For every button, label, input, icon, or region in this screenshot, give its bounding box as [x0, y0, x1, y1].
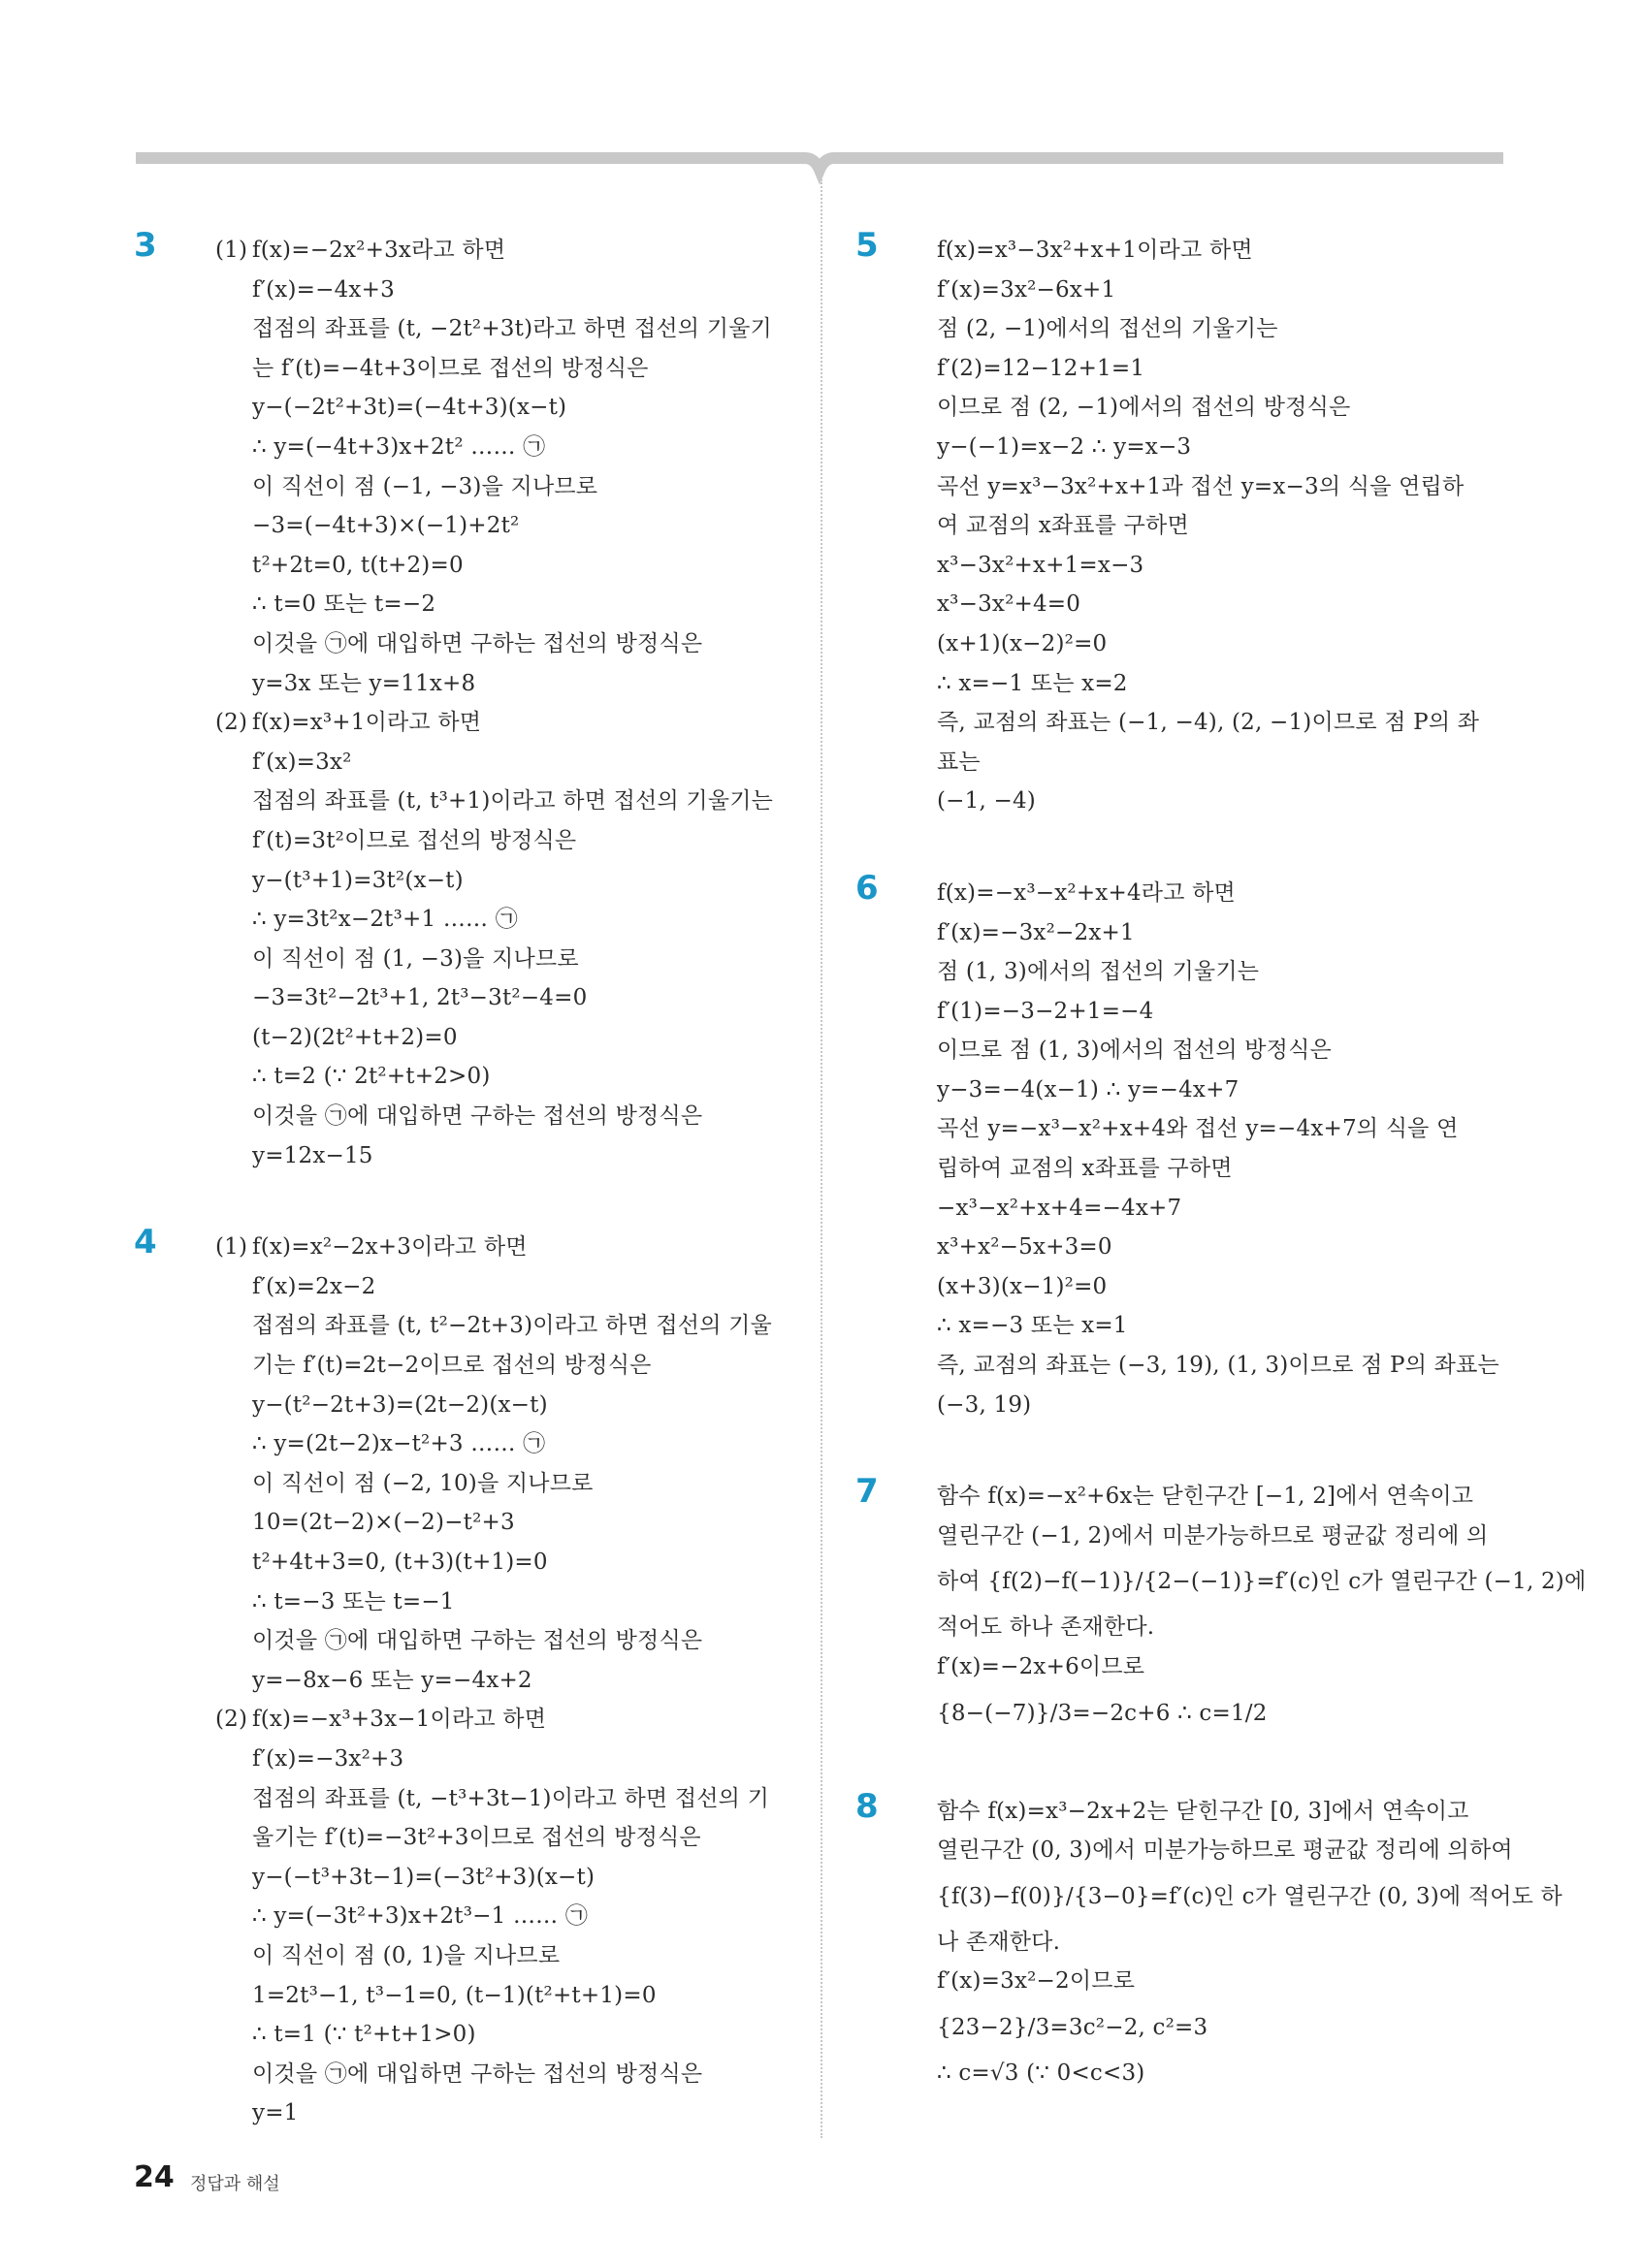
line-text: f′(x)=3x²: [252, 749, 352, 775]
solution-line: [937, 1477, 1496, 1517]
solution-line: [937, 1386, 1496, 1425]
solution-line: [215, 1818, 774, 1858]
line-text: ∴ y=(−3t²+3)x+2t³−1 …… ㉠: [252, 1903, 589, 1930]
line-text: 이 직선이 점 (1, −3)을 지나므로: [252, 945, 579, 972]
solution-line: [937, 1031, 1496, 1070]
problem-number: 4: [134, 1223, 157, 1262]
solution-line: [215, 1779, 774, 1819]
line-text: y=−8x−6 또는 y=−4x+2: [252, 1667, 532, 1693]
problem-number: 8: [855, 1786, 879, 1826]
line-text: ∴ t=0 또는 t=−2: [252, 591, 436, 618]
solution-line: [937, 546, 1496, 586]
solution-line: [215, 309, 774, 349]
solution-line: [215, 349, 774, 389]
solution-line: [215, 978, 774, 1018]
line-text: 표는: [937, 749, 981, 775]
line-text: 이것을 ㉠에 대입하면 구하는 접선의 방정식은: [252, 630, 703, 656]
solution-line: [937, 1189, 1496, 1229]
part-number: (2): [215, 1707, 248, 1733]
line-text: ∴ y=(−4t+3)x+2t² …… ㉠: [252, 433, 546, 460]
solution-line: [215, 861, 774, 901]
line-text: 나 존재한다.: [937, 1929, 1061, 1955]
solution-line: [937, 1923, 1496, 1963]
line-text: y−(−1)=x−2 ∴ y=x−3: [937, 433, 1192, 460]
solution-line: [215, 900, 774, 940]
solution-line: [215, 1543, 774, 1582]
line-text: f′(x)=−3x²+3: [252, 1745, 404, 1772]
line-text: {8−(−7)}/3=−2c+6 ∴ c=1/2: [937, 1700, 1268, 1726]
problem-5: [855, 226, 1496, 821]
column-divider: [821, 179, 822, 2138]
problem-8: [855, 1786, 1562, 2093]
solution-line: [937, 624, 1496, 664]
line-text: 이것을 ㉠에 대입하면 구하는 접선의 방정식은: [252, 2060, 703, 2087]
solution-line: [937, 1306, 1496, 1346]
solution-line: [215, 388, 774, 428]
solution-line: [215, 1464, 774, 1504]
line-text: 하여 {f(2)−f(−1)}/{2−(−1)}=f′(c)인 c가 열린구간 (−1, 2)에: [937, 1569, 1587, 1595]
line-text: 함수 f(x)=x³−2x+2는 닫힌구간 [0, 3]에서 연속이고: [937, 1798, 1469, 1824]
line-text: y−(−2t²+3t)=(−4t+3)(x−t): [252, 395, 567, 421]
solution-line: [937, 506, 1496, 546]
line-text: y−(t²−2t+3)=(2t−2)(x−t): [252, 1391, 548, 1418]
line-text: (t−2)(2t²+t+2)=0: [252, 1024, 458, 1050]
solution-line: [937, 1228, 1496, 1267]
solution-line: [215, 1386, 774, 1425]
solution-line: [215, 1097, 774, 1136]
solution-line: [215, 703, 774, 743]
line-text: f′(x)=3x²−6x+1: [937, 276, 1116, 303]
solution-line: [215, 1267, 774, 1307]
line-text: x³−3x²+x+1=x−3: [937, 552, 1144, 578]
line-text: (x+3)(x−1)²=0: [937, 1273, 1108, 1299]
line-text: f′(t)=3t²이므로 접선의 방정식은: [252, 827, 577, 853]
line-text: f′(1)=−3−2+1=−4: [937, 998, 1154, 1024]
solution-line: [215, 585, 774, 624]
line-text: 이 직선이 점 (0, 1)을 지나므로: [252, 1942, 561, 1968]
solution-line: [215, 546, 774, 586]
line-text: 는 f′(t)=−4t+3이므로 접선의 방정식은: [252, 355, 649, 381]
line-text: 이것을 ㉠에 대입하면 구하는 접선의 방정식은: [252, 1628, 703, 1654]
solution-line: [215, 1936, 774, 1976]
line-text: ∴ t=2 (∵ 2t²+t+2>0): [252, 1064, 491, 1090]
line-text: f′(2)=12−12+1=1: [937, 355, 1145, 381]
solution-line: [215, 2055, 774, 2094]
solution-line: [937, 1109, 1496, 1149]
line-text: f(x)=−x³−x²+x+4라고 하면: [937, 879, 1236, 906]
line-text: y−(−t³+3t−1)=(−3t²+3)(x−t): [252, 1864, 596, 1890]
line-text: 즉, 교점의 좌표는 (−1, −4), (2, −1)이므로 점 P의 좌: [937, 710, 1480, 736]
line-text: x³−3x²+4=0: [937, 591, 1081, 618]
solution-line: [937, 388, 1496, 428]
footer-label: 정답과 해설: [190, 2174, 280, 2194]
line-text: f′(x)=2x−2: [252, 1273, 376, 1299]
problem-number: 3: [134, 226, 157, 265]
line-text: f(x)=x³+1이라고 하면: [252, 710, 482, 736]
solution-line: [215, 1897, 774, 1936]
part-number: (1): [215, 1234, 248, 1261]
line-text: f(x)=−2x²+3x라고 하면: [252, 238, 506, 263]
solution-line: [215, 1858, 774, 1898]
page-number: 24: [134, 2160, 175, 2194]
line-text: 이므로 점 (2, −1)에서의 접선의 방정식은: [937, 395, 1351, 421]
line-text: x³+x²−5x+3=0: [937, 1234, 1112, 1261]
line-text: t²+2t=0, t(t+2)=0: [252, 552, 464, 578]
problem-4: [134, 1223, 774, 2133]
solution-line: [215, 1057, 774, 1097]
line-text: 접점의 좌표를 (t, t³+1)이라고 하면 접선의 기울기는: [252, 788, 774, 815]
problem-6: [855, 868, 1499, 1424]
line-text: y=3x 또는 y=11x+8: [252, 670, 476, 696]
problem-3: [134, 226, 774, 1175]
solution-line: [215, 1228, 774, 1267]
line-text: (x+1)(x−2)²=0: [937, 630, 1108, 656]
solution-line: [215, 1582, 774, 1622]
solution-line: [937, 1070, 1496, 1110]
line-text: f′(x)=−4x+3: [252, 276, 395, 303]
line-text: f′(x)=−2x+6이므로: [937, 1654, 1145, 1679]
solution-line: [937, 703, 1496, 743]
line-text: 열린구간 (−1, 2)에서 미분가능하므로 평균값 정리에 의: [937, 1522, 1489, 1549]
solution-line: [215, 2093, 774, 2133]
line-text: y=12x−15: [252, 1142, 373, 1168]
line-text: f(x)=x²−2x+3이라고 하면: [252, 1234, 528, 1261]
solution-line: [937, 585, 1496, 624]
solution-line: [215, 1661, 774, 1701]
line-text: 10=(2t−2)×(−2)−t²+3: [252, 1510, 515, 1536]
solution-line: [937, 664, 1496, 704]
solution-line: [937, 1267, 1496, 1307]
solution-line: [215, 1976, 774, 2016]
line-text: f(x)=−x³+3x−1이라고 하면: [252, 1707, 547, 1733]
solution-line: [937, 782, 1496, 821]
line-text: 접점의 좌표를 (t, −2t²+3t)라고 하면 접선의 기울기: [252, 316, 772, 342]
line-text: 접점의 좌표를 (t, t²−2t+3)이라고 하면 접선의 기울: [252, 1313, 772, 1339]
line-text: 울기는 f′(t)=−3t²+3이므로 접선의 방정식은: [252, 1825, 701, 1851]
solution-line: [215, 1740, 774, 1779]
line-text: −x³−x²+x+4=−4x+7: [937, 1195, 1182, 1221]
solution-line: [937, 992, 1496, 1032]
solution-line: [937, 309, 1496, 349]
line-text: ∴ x=−1 또는 x=2: [937, 670, 1128, 696]
line-text: (−3, 19): [937, 1391, 1032, 1418]
line-text: f′(x)=−3x²−2x+1: [937, 919, 1135, 945]
line-text: −3=3t²−2t³+1, 2t³−3t²−4=0: [252, 985, 588, 1011]
solution-line: [937, 1870, 1562, 1923]
line-text: f′(x)=3x²−2이므로: [937, 1968, 1136, 1995]
solution-line: [215, 1018, 774, 1058]
problem-number: 7: [855, 1472, 879, 1512]
solution-line: [215, 2015, 774, 2055]
line-text: 함수 f(x)=−x²+6x는 닫힌구간 [−1, 2]에서 연속이고: [937, 1484, 1474, 1510]
line-text: ∴ x=−3 또는 x=1: [937, 1313, 1128, 1339]
line-text: 열린구간 (0, 3)에서 미분가능하므로 평균값 정리에 의하여: [937, 1837, 1513, 1864]
problem-number: 6: [855, 868, 879, 908]
line-text: f(x)=x³−3x²+x+1이라고 하면: [937, 238, 1253, 263]
part-number: (2): [215, 710, 248, 736]
solution-line: [215, 664, 774, 704]
solution-line: [215, 271, 774, 310]
line-text: 이 직선이 점 (−2, 10)을 지나므로: [252, 1470, 594, 1496]
solution-line: [215, 624, 774, 664]
line-text: y−3=−4(x−1) ∴ y=−4x+7: [937, 1076, 1240, 1102]
solution-line: [215, 782, 774, 821]
solution-line: [215, 1700, 774, 1740]
line-text: 이것을 ㉠에 대입하면 구하는 접선의 방정식은: [252, 1103, 703, 1130]
solution-line: [937, 913, 1496, 953]
solution-line: [215, 821, 774, 861]
solution-line: [215, 1424, 774, 1464]
line-text: ∴ y=3t²x−2t³+1 …… ㉠: [252, 907, 518, 933]
right-column: [855, 226, 1587, 2093]
solution-line: [215, 1346, 774, 1386]
solution-line: [215, 743, 774, 783]
solution-line: [937, 349, 1496, 389]
line-text: 1=2t³−1, t³−1=0, (t−1)(t²+t+1)=0: [252, 1982, 657, 2008]
line-text: 이 직선이 점 (−1, −3)을 지나므로: [252, 473, 598, 499]
line-text: 기는 f′(t)=2t−2이므로 접선의 방정식은: [252, 1353, 652, 1379]
line-text: ∴ t=−3 또는 t=−1: [252, 1588, 455, 1614]
solution-line: [937, 1608, 1496, 1647]
solution-line: [215, 940, 774, 979]
solution-line: [215, 1621, 774, 1661]
solution-line: [215, 467, 774, 507]
left-column: [134, 226, 774, 2133]
line-text: ∴ t=1 (∵ t²+t+1>0): [252, 2022, 476, 2048]
line-text: y−(t³+1)=3t²(x−t): [252, 867, 464, 893]
solution-line: [215, 506, 774, 546]
solution-line: [937, 1149, 1496, 1189]
solution-line: [215, 231, 774, 271]
solution-line: [937, 1647, 1496, 1687]
solution-line: [937, 1831, 1513, 1870]
line-text: 적어도 하나 존재한다.: [937, 1614, 1155, 1641]
solution-line: [215, 1503, 774, 1543]
solution-line: [937, 874, 1496, 913]
line-text: (−1, −4): [937, 788, 1036, 815]
line-text: ∴ y=(2t−2)x−t²+3 …… ㉠: [252, 1431, 546, 1457]
line-text: t²+4t+3=0, (t+3)(t+1)=0: [252, 1549, 548, 1575]
line-text: ∴ c=√3 (∵ 0<c<3): [937, 2060, 1145, 2086]
solution-line: [215, 1136, 774, 1176]
line-text: 점 (2, −1)에서의 접선의 기울기는: [937, 316, 1278, 342]
part-number: (1): [215, 238, 248, 263]
solution-line: [937, 2001, 1496, 2054]
line-text: 곡선 y=x³−3x²+x+1과 접선 y=x−3의 식을 연립하: [937, 473, 1465, 499]
solution-line: [937, 2054, 1496, 2093]
solution-line: [937, 1517, 1496, 1556]
line-text: y=1: [252, 2100, 299, 2126]
solution-line: [937, 952, 1496, 992]
line-text: 점 (1, 3)에서의 접선의 기울기는: [937, 959, 1260, 985]
line-text: {23−2}/3=3c²−2, c²=3: [937, 2014, 1208, 2040]
solution-line: [937, 1962, 1496, 2001]
solution-line: [937, 231, 1496, 271]
line-text: 곡선 y=−x³−x²+x+4와 접선 y=−4x+7의 식을 연: [937, 1116, 1459, 1142]
solution-line: [937, 271, 1496, 310]
header-bar: [136, 150, 1503, 166]
solution-line: [937, 467, 1496, 507]
solution-line: [937, 1792, 1496, 1832]
solution-line: [937, 428, 1496, 467]
problem-number: 5: [855, 226, 879, 265]
line-text: 즉, 교점의 좌표는 (−3, 19), (1, 3)이므로 점 P의 좌표는: [937, 1353, 1499, 1379]
line-text: 이므로 점 (1, 3)에서의 접선의 방정식은: [937, 1038, 1332, 1064]
solution-line: [937, 743, 1496, 783]
line-text: −3=(−4t+3)×(−1)+2t²: [252, 513, 520, 539]
solution-line: [215, 428, 774, 467]
line-text: 여 교점의 x좌표를 구하면: [937, 513, 1189, 539]
solution-line: [937, 1687, 1496, 1740]
solution-line: [937, 1555, 1587, 1608]
line-text: 립하여 교점의 x좌표를 구하면: [937, 1156, 1233, 1182]
line-text: 접점의 좌표를 (t, −t³+3t−1)이라고 하면 접선의 기: [252, 1785, 770, 1811]
solution-line: [937, 1346, 1499, 1386]
solution-line: [215, 1306, 774, 1346]
line-text: {f(3)−f(0)}/{3−0}=f′(c)인 c가 열린구간 (0, 3)에 적어도 하: [937, 1883, 1562, 1909]
problem-7: [855, 1472, 1587, 1739]
